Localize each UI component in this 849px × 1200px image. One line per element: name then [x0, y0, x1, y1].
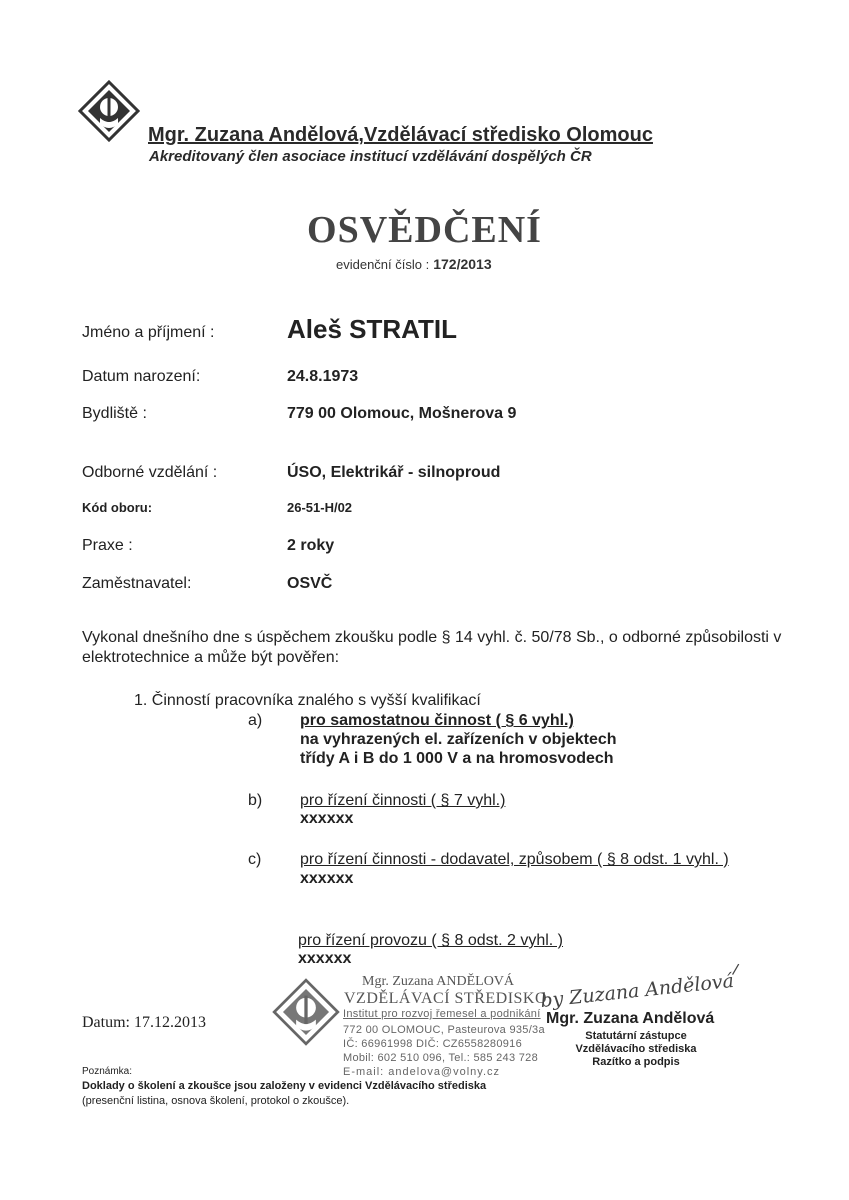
- institution-name-second: Vzdělávací středisko Olomouc: [363, 124, 653, 146]
- evidence-label: evidenční číslo :: [336, 257, 430, 272]
- stamp-line-3: Institut pro rozvoj řemesel a podnikání: [343, 1008, 541, 1020]
- signatory-role-3: Razítko a podpis: [592, 1056, 680, 1068]
- list-b-value: xxxxxx: [300, 810, 354, 827]
- code-value: 26-51-H/02: [287, 500, 353, 515]
- stamp-line-4: 772 00 OLOMOUC, Pasteurova 935/3a: [343, 1024, 545, 1036]
- note-bold-text: Doklady o školení a zkoušce jsou založeny v evidenci Vzdělávacího střediska: [82, 1080, 487, 1092]
- stamp-line-7: E-mail: andelova@volny.cz: [343, 1066, 501, 1078]
- list-a-line3: třídy A i B do 1 000 V a na hromosvodech: [300, 750, 614, 767]
- residence-value: 779 00 Olomouc, Mošnerova 9: [287, 405, 517, 422]
- code-label: Kód oboru:: [82, 500, 153, 515]
- stamp-line-1: Mgr. Zuzana ANDĚLOVÁ: [362, 974, 515, 989]
- birth-value: 24.8.1973: [287, 368, 359, 385]
- evidence-value: 172/2013: [433, 256, 492, 272]
- list-b-title: pro řízení činnosti ( § 7 vyhl.): [300, 792, 506, 809]
- stamp-line-6: Mobil: 602 510 096, Tel.: 585 243 728: [343, 1052, 538, 1064]
- document-title: OSVĚDČENÍ: [307, 209, 542, 251]
- handwritten-signature: by Zuzana Andělová: [539, 969, 735, 1013]
- list-d-value: xxxxxx: [298, 950, 352, 967]
- education-label: Odborné vzdělání :: [82, 464, 218, 481]
- institution-name: Mgr. Zuzana Andělová,Vzdělávací středisko Olomouc: [148, 124, 653, 146]
- practice-value: 2 roky: [287, 537, 335, 554]
- note-title: Poznámka:: [82, 1066, 133, 1077]
- list-letter-c: c): [248, 851, 262, 868]
- list-item-1: 1. Činností pracovníka znalého s vyšší kvalifikací: [134, 692, 481, 709]
- institution-logo: [78, 80, 140, 142]
- stamp-line-2: VZDĚLÁVACÍ STŘEDISKO: [344, 990, 548, 1007]
- accreditation-text: Akreditovaný člen asociace institucí vzdělávání dospělých ČR: [149, 148, 592, 165]
- list-a-title: pro samostatnou činnost ( § 6 vyhl.): [300, 712, 574, 729]
- practice-label: Praxe :: [82, 537, 133, 554]
- birth-label: Datum narození:: [82, 368, 201, 385]
- list-a-line2: na vyhrazených el. zařízeních v objektech: [300, 731, 617, 748]
- name-label: Jméno a příjmení :: [82, 324, 215, 341]
- evidence-number: [336, 256, 492, 272]
- stamp-line-5: IČ: 66961998 DIČ: CZ6558280916: [343, 1038, 523, 1050]
- list-c-value: xxxxxx: [300, 870, 354, 887]
- issue-date: Datum: 17.12.2013: [82, 1014, 206, 1031]
- education-value: ÚSO, Elektrikář - silnoproud: [287, 464, 501, 481]
- name-value: Aleš STRATIL: [287, 314, 457, 344]
- residence-label: Bydliště :: [82, 405, 147, 422]
- list-d-title: pro řízení provozu ( § 8 odst. 2 vyhl. ): [298, 932, 564, 949]
- list-letter-b: b): [248, 792, 263, 809]
- employer-value: OSVČ: [287, 575, 333, 592]
- list-c-title: pro řízení činnosti - dodavatel, způsobem ( § 8 odst. 1 vyhl. ): [300, 851, 729, 868]
- qualification-paragraph: Vykonal dnešního dne s úspěchem zkoušku podle § 14 vyhl. č. 50/78 Sb., o odborné způsobilosti v elektrotechnice a může být pověřen:: [82, 629, 782, 666]
- stamp-logo: [272, 978, 340, 1046]
- signature-mark: /: [731, 961, 740, 980]
- signatory-role-2: Vzdělávacího střediska: [575, 1043, 697, 1055]
- institution-name-first: Mgr. Zuzana Andělová: [148, 124, 359, 146]
- list-letter-a: a): [248, 712, 263, 729]
- signatory-name: Mgr. Zuzana Andělová: [546, 1010, 715, 1027]
- employer-label: Zaměstnavatel:: [82, 575, 192, 592]
- note-small-text: (presenční listina, osnova školení, protokol o zkoušce).: [82, 1095, 350, 1107]
- signatory-role-1: Statutární zástupce: [585, 1030, 687, 1042]
